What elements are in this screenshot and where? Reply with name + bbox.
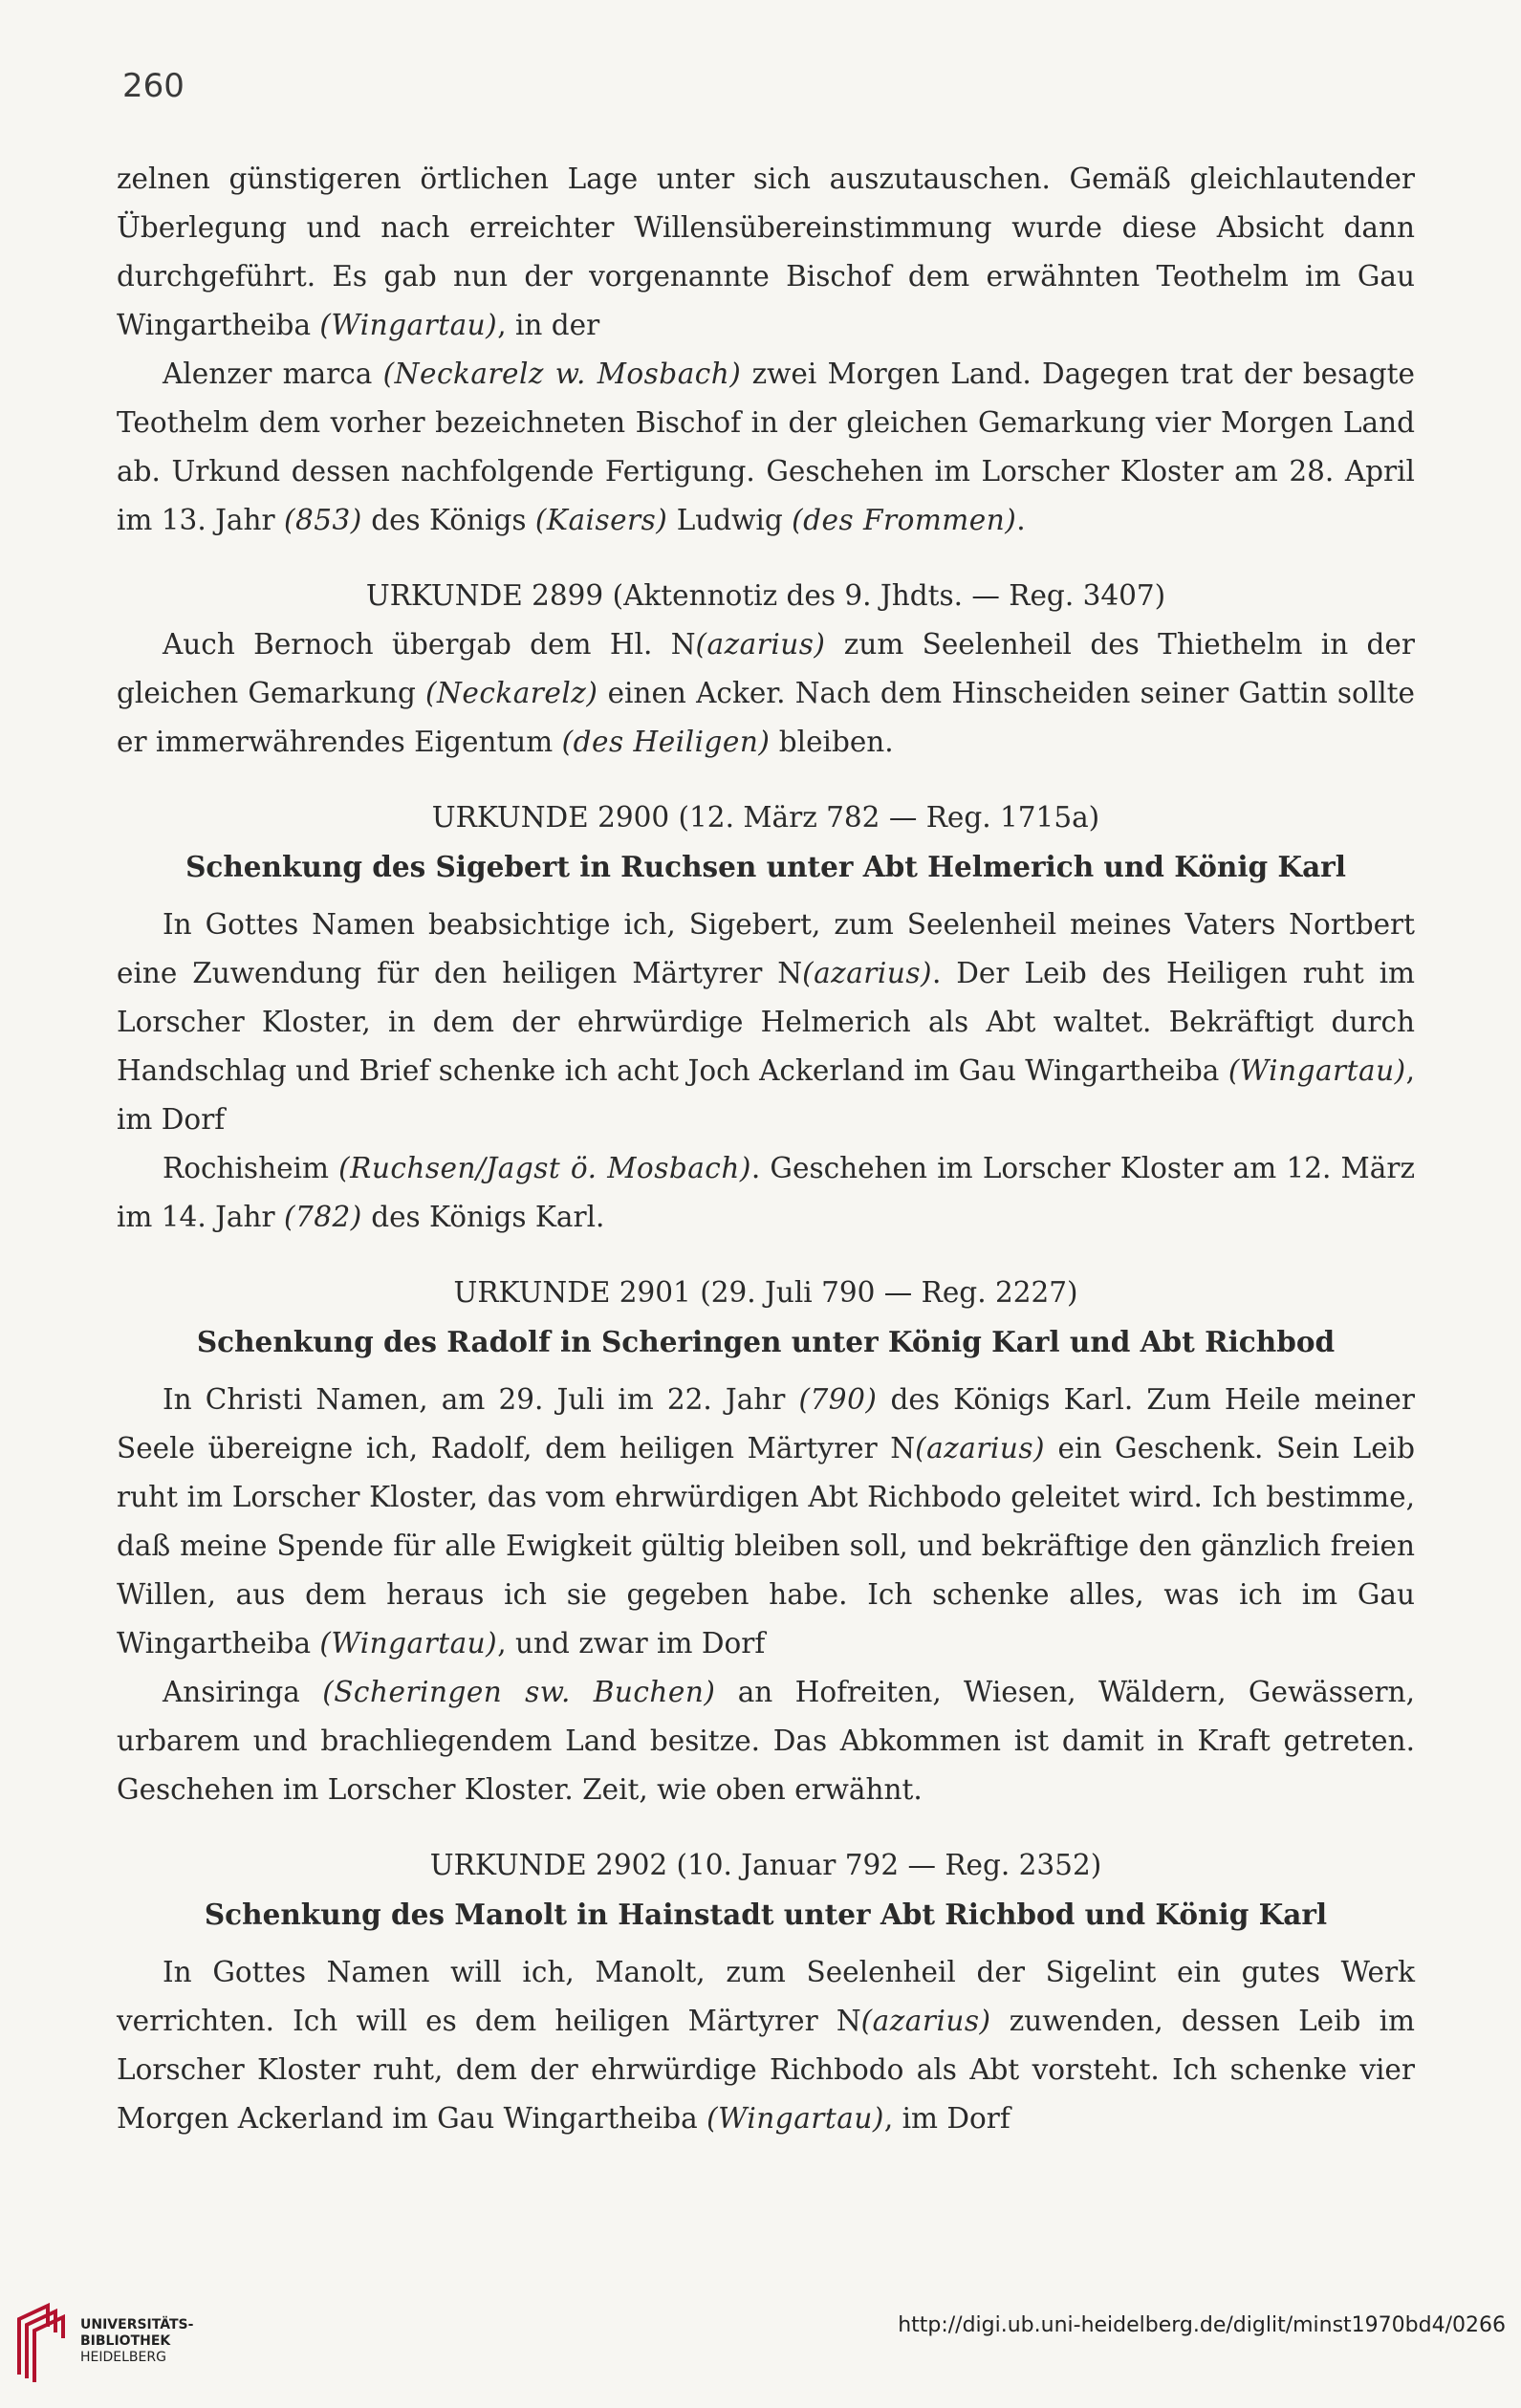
source-url-link[interactable]: http://digi.ub.uni-heidelberg.de/diglit/minst1970bd4/0266 — [898, 2313, 1506, 2337]
urkunde-2900-text-1: In Gottes Namen beabsichtige ich, Sigebert, zum Seelenheil meines Vaters Nortbert eine Zuwendung für den heiligen Märtyrer N(azarius). Der Leib des Heiligen ruht im Lorscher Kloster, in dem der ehrwürdige Helmerich als Abt waltet. Bekräftigt durch Handschlag und Brief schenke ich acht Joch Ackerland im Gau Wingartheiba (Wingartau), im Dorf — [117, 908, 1415, 1136]
urkunde-2901-heading: URKUNDE 2901 (29. Juli 790 — Reg. 2227) — [453, 1276, 1078, 1309]
library-logo-text: UNIVERSITÄTS- BIBLIOTHEK HEIDELBERG — [80, 2316, 194, 2365]
urkunde-2902-text-1: In Gottes Namen will ich, Manolt, zum Seelenheil der Sigelint ein gutes Werk verrichten. Ich will es dem heiligen Märtyrer N(azarius) zuwenden, dessen Leib im Lorscher Kloster ruht, dem der ehrwürdige Richbodo als Abt vorsteht. Ich schenke vier Morgen Ackerland im Gau Wingartheiba (Wingartau), im Dorf — [117, 1956, 1415, 2135]
urkunde-2901-text-2: Ansiringa (Scheringen sw. Buchen) an Hofreiten, Wiesen, Wäldern, Gewässern, urbarem und brachliegendem Land besitze. Das Abkommen ist damit in Kraft getreten. Geschehen im Lorscher Kloster. Zeit, wie oben erwähnt. — [117, 1676, 1416, 1806]
page-body — [117, 155, 1415, 2143]
intro-paragraph-2: Alenzer marca (Neckarelz w. Mosbach) zwei Morgen Land. Dagegen trat der besagte Teothelm dem vorher bezeichneten Bischof in der gleichen Gemarkung vier Morgen Land ab. Urkund dessen nachfolgende Fertigung. Geschehen im Lorscher Kloster am 28. April im 13. Jahr (853) des Königs (Kaisers) Ludwig (des Frommen). — [117, 358, 1415, 536]
intro-paragraph-1: zelnen günstigeren örtlichen Lage unter sich auszutauschen. Gemäß gleichlautender Überlegung und nach erreichter Willensübereinstimmung wurde diese Absicht dann durchgeführt. Es gab nun der vorgenannte Bischof dem erwähnten Teothelm im Gau Wingartheiba (Wingartau), in der — [117, 163, 1415, 341]
urkunde-2900-title: Schenkung des Sigebert in Ruchsen unter Abt Helmerich und König Karl — [185, 850, 1346, 883]
library-logo-icon — [13, 2298, 71, 2384]
urkunde-2899-text: Auch Bernoch übergab dem Hl. N(azarius) zum Seelenheil des Thiethelm in der gleichen Gemarkung (Neckarelz) einen Acker. Nach dem Hinscheiden seiner Gattin sollte er immerwährendes Eigentum (des Heiligen) bleiben. — [117, 628, 1415, 758]
urkunde-2899-heading: URKUNDE 2899 (Aktennotiz des 9. Jhdts. — Reg. 3407) — [365, 579, 1166, 612]
urkunde-2902-title: Schenkung des Manolt in Hainstadt unter Abt Richbod und König Karl — [204, 1898, 1328, 1931]
urkunde-2902-heading: URKUNDE 2902 (10. Januar 792 — Reg. 2352) — [429, 1849, 1102, 1881]
page-number: 260 — [122, 67, 185, 105]
library-logo[interactable] — [13, 2298, 193, 2384]
urkunde-2900-text-2: Rochisheim (Ruchsen/Jagst ö. Mosbach). Geschehen im Lorscher Kloster am 12. März im 14. Jahr (782) des Königs Karl. — [117, 1152, 1415, 1233]
urkunde-2901-text-1: In Christi Namen, am 29. Juli im 22. Jahr (790) des Königs Karl. Zum Heile meiner Seele übereigne ich, Radolf, dem heiligen Märtyrer N(azarius) ein Geschenk. Sein Leib ruht im Lorscher Kloster, das vom ehrwürdigen Abt Richbodo geleitet wird. Ich bestimme, daß meine Spende für alle Ewigkeit gültig bleiben soll, und bekräftige den gänzlich freien Willen, aus dem heraus ich sie gegeben habe. Ich schenke alles, was ich im Gau Wingartheiba (Wingartau), und zwar im Dorf — [117, 1383, 1416, 1660]
urkunde-2901-title: Schenkung des Radolf in Scheringen unter König Karl und Abt Richbod — [196, 1325, 1336, 1358]
urkunde-2900-heading: URKUNDE 2900 (12. März 782 — Reg. 1715a) — [431, 801, 1100, 834]
